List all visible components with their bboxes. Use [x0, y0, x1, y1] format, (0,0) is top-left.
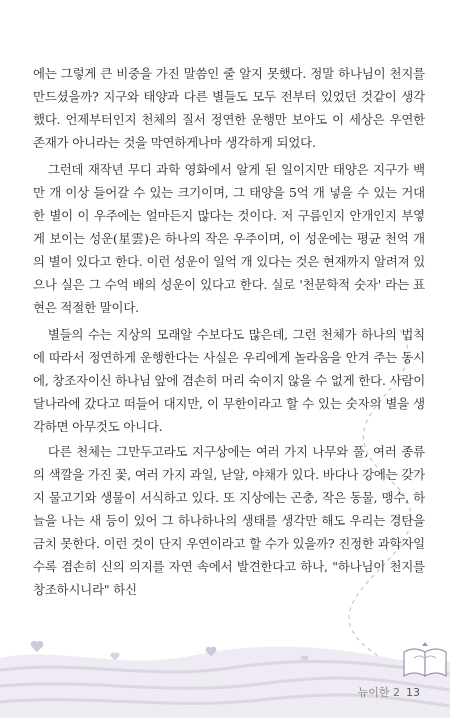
page-footer [358, 684, 420, 700]
heart-icon [205, 646, 217, 657]
paragraph-2: 그런데 재작년 무디 과학 영화에서 알게 된 일이지만 태양은 지구가 백만 개 이상 들어갈 수 있는 크기이며, 그 태양을 5억 개 넣을 수 있는 거대한 별이 이 우주에는 얼마든지 많다는 것이다. 저 구름인지 안개인지 부옇게 보이는 성운(星雲)은 하나의 작은 우주이며, 이 성운에는 평균 천억 개의 별이 있다고 한다. 이런 성운이 일억 개 있다는 것은 현재까지 알려져 있으나 실은 그 수억 배의 성운이 있다고 한다. 실로 '천문학적 숫자' 라는 표현은 적절한 말이다. [33, 162, 426, 315]
body-text [33, 62, 425, 603]
decorative-footer-band [0, 640, 450, 718]
heart-icon [300, 655, 309, 663]
open-book-icon [400, 640, 450, 684]
heart-icon [110, 652, 120, 661]
paragraph-1: 에는 그렇게 큰 비중을 가진 말씀인 줄 알지 못했다. 정말 하나님이 천지를 만드셨을까? 지구와 태양과 다른 별들도 모두 전부터 있었던 것같이 생각했다. 언제부터인지 천체의 질서 정연한 운행만 보아도 이 세상은 우연한 존재가 아니라는 것을 막연하게나마 생각하게 되었다. [33, 66, 425, 150]
running-title: 뉴이한 2 [357, 686, 400, 699]
paragraph-4: 다른 천체는 그만두고라도 지구상에는 여러 가지 나무와 풀, 여러 종류의 색깔을 가진 꽃, 여러 가지 과일, 낟알, 야채가 있다. 바다나 강에는 갖가지 물고기와 생물이 서식하고 있다. 또 지상에는 곤충, 작은 동물, 맹수, 하늘을 나는 새 등이 있어 그 하나하나의 생태를 생각만 해도 우리는 경탄을 금치 못한다. 이런 것이 단지 우연이라고 할 수가 있을까? 진정한 과학자일수록 겸손히 신의 의지를 자연 속에서 발견한다고 하나, "하나님이 천지를 창조하시니라" 하신 [33, 444, 425, 597]
heart-icon [30, 640, 44, 653]
page-number: 13 [406, 686, 420, 699]
paragraph-3: 별들의 수는 지상의 모래알 수보다도 많은데, 그런 천체가 하나의 법칙에 따라서 정연하게 운행한다는 사실은 우리에게 놀라움을 안겨 주는 동시에, 창조자이신 하나님 앞에 겸손히 머리 숙이지 않을 수 없게 한다. 사람이 달나라에 갔다고 떠들어 대지만, 이 무한이라고 할 수 있는 숫자의 별을 생각하면 아무것도 아니다. [33, 327, 426, 434]
